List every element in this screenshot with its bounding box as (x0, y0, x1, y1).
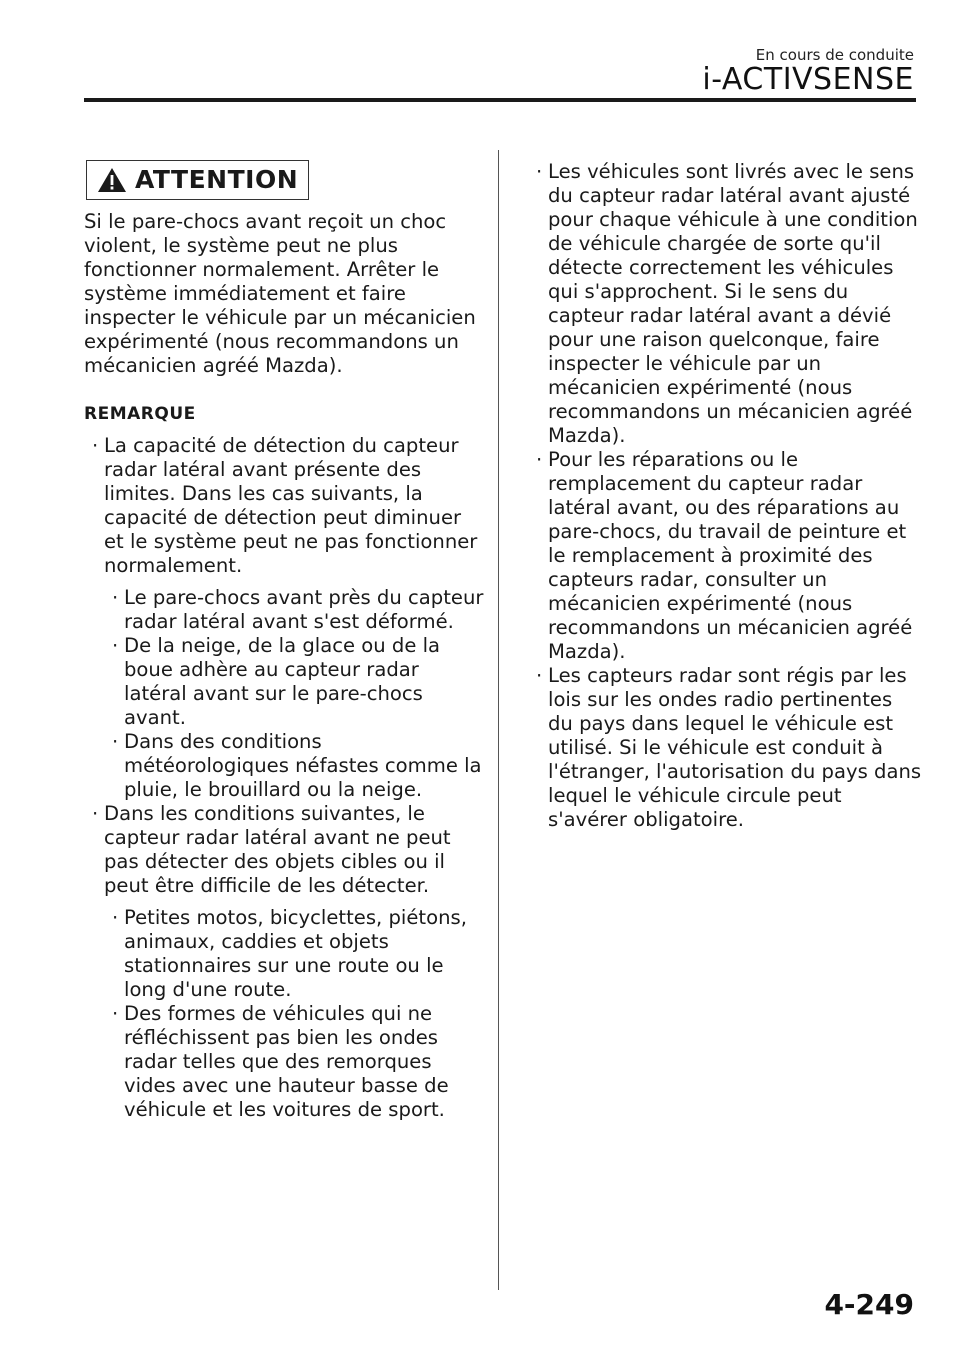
sub-list (114, 906, 484, 1122)
list-item-text: Dans les conditions suivantes, le capteur radar latéral avant ne peut pas détecter des objets cibles ou il peut être difficile de les détecter. (104, 802, 451, 897)
list-item: · Pour les réparations ou le remplacement du capteur radar latéral avant, ou des réparations au pare-chocs, du travail de peinture et le remplacement à proximité des capteurs radar, consulter un mécanicien expérimenté (nous recommandons un mécanicien agréé Mazda). (548, 448, 922, 664)
list-item: · Les véhicules sont livrés avec le sens du capteur radar latéral avant ajusté pour chaque véhicule à une condition de véhicule chargée de sorte qu'il détecte correctement les véhicules qui s'approchent. Si le sens du capteur radar latéral avant a dévié pour une raison quelconque, faire inspecter le véhicule par un mécanicien expérimenté (nous recommandons un mécanicien agréé Mazda). (548, 160, 922, 448)
notes-list (530, 160, 922, 832)
header-divider (84, 98, 916, 102)
warning-triangle-icon (97, 167, 127, 193)
caution-label: ATTENTION (135, 165, 299, 194)
caution-text: Si le pare-chocs avant reçoit un choc violent, le système peut ne plus fonctionner normalement. Arrêter le système immédiatement et faire inspecter le véhicule par un mécanicien expérimenté (nous recommandons un mécanicien agréé Mazda). (84, 210, 476, 377)
right-column (530, 160, 922, 832)
list-item: · Des formes de véhicules qui ne réfléchissent pas bien les ondes radar telles que des remorques vides avec une hauteur basse de véhicule et les voitures de sport. (124, 1002, 484, 1122)
caution-box (86, 160, 309, 200)
list-item (104, 802, 484, 1122)
chapter-title: i-ACTIVSENSE (702, 62, 914, 97)
page-number: 4-249 (824, 1288, 914, 1321)
section-label: En cours de conduite (755, 46, 914, 64)
list-item: · Le pare-chocs avant près du capteur radar latéral avant s'est déformé. (124, 586, 484, 634)
list-item: · Dans des conditions météorologiques néfastes comme la pluie, le brouillard ou la neige. (124, 730, 484, 802)
list-item: · Petites motos, bicyclettes, piétons, animaux, caddies et objets stationnaires sur une route ou le long d'une route. (124, 906, 484, 1002)
sub-list (114, 586, 484, 802)
remark-list (84, 434, 484, 1122)
column-divider (498, 150, 499, 1290)
list-item (104, 434, 484, 802)
list-item: · Les capteurs radar sont régis par les lois sur les ondes radio pertinentes du pays dans lequel le véhicule est utilisé. Si le véhicule est conduit à l'étranger, l'autorisation du pays dans lequel le véhicule circule peut s'avérer obligatoire. (548, 664, 922, 832)
remark-heading: REMARQUE (84, 404, 196, 424)
left-column (84, 160, 484, 1122)
list-item: · De la neige, de la glace ou de la boue adhère au capteur radar latéral avant sur le pare-chocs avant. (124, 634, 484, 730)
list-item-text: La capacité de détection du capteur radar latéral avant présente des limites. Dans les cas suivants, la capacité de détection peut diminuer et le système peut ne pas fonctionner normalement. (104, 434, 478, 577)
